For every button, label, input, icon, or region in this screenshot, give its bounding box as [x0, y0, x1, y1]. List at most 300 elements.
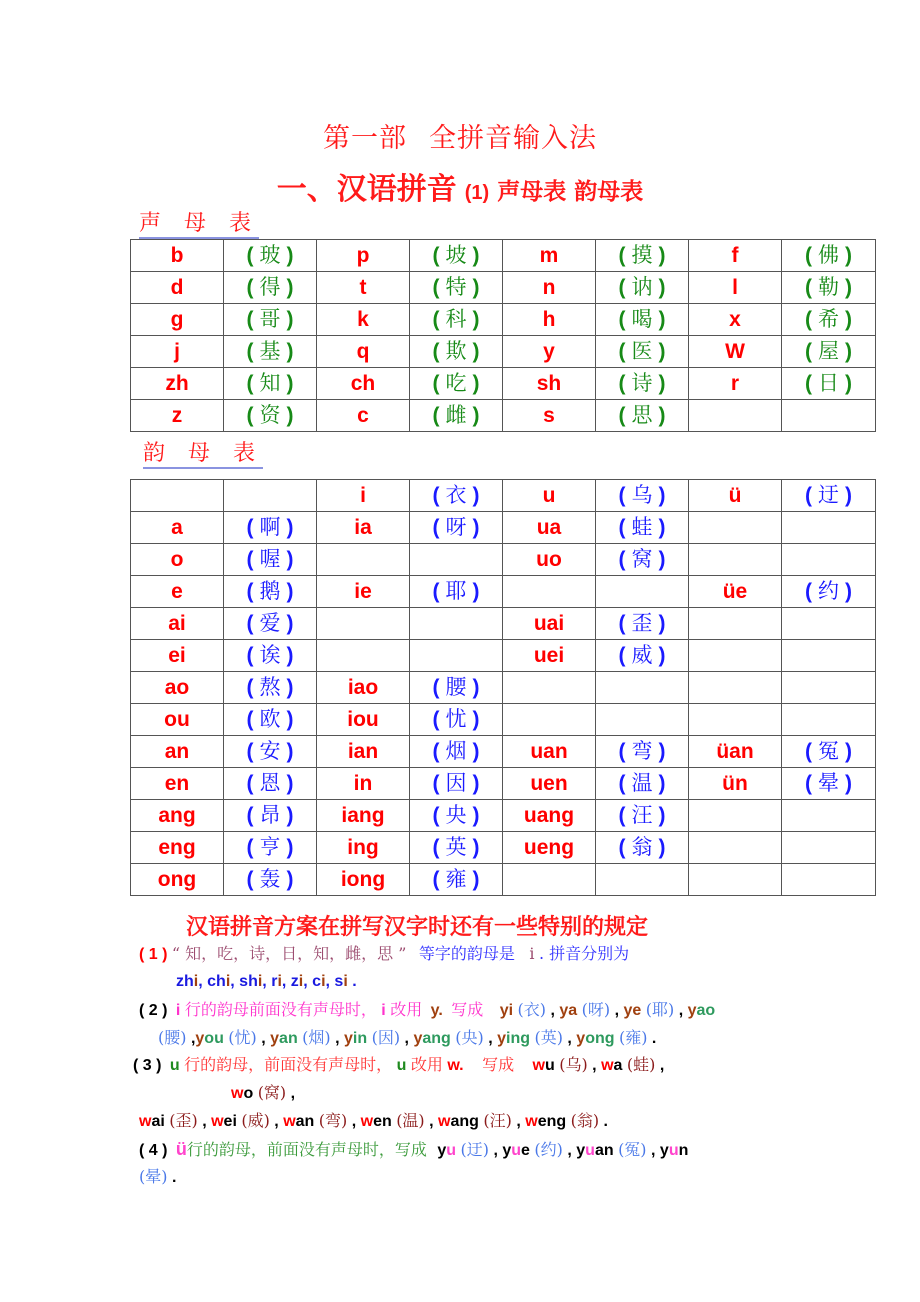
paren: (: [246, 740, 254, 763]
example-char-cell: [782, 576, 876, 608]
paren: ): [472, 308, 480, 331]
char: 乌: [631, 483, 653, 507]
example-char-cell: [410, 768, 503, 800]
char: (乌): [559, 1055, 588, 1074]
rule-4-continued: [139, 1166, 176, 1189]
pinyin-cell: [317, 640, 410, 672]
pinyin-cell: n: [503, 272, 596, 304]
pinyin-cell: iang: [317, 800, 410, 832]
final: ing: [506, 1030, 530, 1047]
char: 喔: [259, 547, 281, 571]
pinyin-cell: [689, 640, 782, 672]
rule-text: 行的韵母，前面没有声母时，写成: [186, 1140, 427, 1159]
title-part: 第一部: [323, 123, 407, 154]
example-char-cell: [782, 672, 876, 704]
table-row: [131, 608, 876, 640]
example-char-cell: [224, 304, 317, 336]
pinyin-cell: f: [689, 240, 782, 272]
example-char: [619, 804, 666, 827]
paren: ): [472, 276, 480, 299]
char: 熬: [259, 675, 281, 699]
char: 冤: [818, 739, 839, 763]
comma: ,: [303, 973, 308, 990]
char: (温): [396, 1111, 425, 1130]
pinyin-cell: uei: [503, 640, 596, 672]
example-char: [247, 676, 294, 699]
example-item: [438, 1113, 512, 1130]
char: 哥: [259, 307, 281, 331]
example-char: [619, 836, 666, 859]
paren: (: [246, 340, 254, 363]
separator: ,: [655, 1057, 665, 1074]
char: 坡: [445, 243, 467, 267]
pinyin-cell: ie: [317, 576, 410, 608]
example-char: [433, 276, 480, 299]
char: (耶): [645, 1000, 675, 1019]
pinyin-cell: ao: [131, 672, 224, 704]
pinyin-cell: [689, 800, 782, 832]
paren: ): [658, 772, 666, 795]
comma: ,: [230, 973, 235, 990]
example-char: [619, 372, 666, 395]
rule-vowel: i: [529, 944, 535, 963]
example-char-cell: [224, 608, 317, 640]
example-char: [247, 372, 294, 395]
example-char-cell: [410, 672, 503, 704]
paren: (: [432, 772, 440, 795]
paren: ): [845, 740, 852, 763]
example-char: [805, 580, 852, 603]
prefix: y: [437, 1142, 447, 1159]
prefix: y: [195, 1030, 205, 1047]
char: (晕): [139, 1167, 168, 1186]
pinyin-cell: üan: [689, 736, 782, 768]
table-row: [131, 336, 876, 368]
example-char-cell: [596, 544, 689, 576]
pinyin-cell: ua: [503, 512, 596, 544]
rule-quote: “ 知，吃，诗，日，知，雌，思 ”: [171, 944, 407, 963]
heading-tables: 声母表 韵母表: [497, 179, 644, 205]
vowel: i: [225, 973, 231, 990]
char: (呀): [581, 1000, 611, 1019]
final: u: [668, 1142, 679, 1159]
paren: (: [432, 404, 440, 427]
paren: ): [472, 836, 480, 859]
paren: (: [432, 804, 440, 827]
paren: (: [432, 580, 440, 603]
example-char-cell: [224, 512, 317, 544]
example-item: [601, 1057, 655, 1074]
char: 雍: [445, 867, 467, 891]
example-item: [195, 1030, 256, 1047]
pinyin-cell: uo: [503, 544, 596, 576]
pinyin-cell: m: [503, 240, 596, 272]
paren: (: [432, 308, 440, 331]
rule-letter: w.: [447, 1057, 464, 1074]
pinyin-cell: t: [317, 272, 410, 304]
example-char-cell: [410, 336, 503, 368]
rule-3: [133, 1054, 664, 1077]
vowel: i: [298, 973, 304, 990]
example-char-cell: [224, 736, 317, 768]
example-char: [805, 276, 852, 299]
example-char: [433, 836, 480, 859]
pinyin-cell: p: [317, 240, 410, 272]
rule-number: ( 4 ): [139, 1142, 168, 1159]
example-char: [619, 612, 666, 635]
section-heading: [0, 164, 920, 208]
char: (窝): [257, 1083, 287, 1102]
separator: .: [167, 1169, 177, 1186]
pinyin-cell: c: [317, 400, 410, 432]
example-char-cell: [596, 672, 689, 704]
final: an: [279, 1030, 298, 1047]
char: 耶: [445, 579, 467, 603]
vowel: i: [277, 973, 282, 990]
example-char-cell: [596, 304, 689, 336]
paren: (: [805, 244, 812, 267]
char: 吃: [445, 371, 467, 395]
pinyin-cell: [503, 704, 596, 736]
example-char-cell: [596, 768, 689, 800]
example-char: [247, 276, 294, 299]
paren: ): [286, 612, 294, 635]
pinyin-cell: ch: [317, 368, 410, 400]
example-char: [247, 740, 294, 763]
prefix: w: [139, 1113, 152, 1130]
example-item: [576, 1142, 646, 1159]
char: (汪): [483, 1111, 512, 1130]
paren: (: [432, 836, 440, 859]
char: 摸: [631, 243, 653, 267]
prefix: y: [413, 1030, 423, 1047]
paren: (: [618, 404, 626, 427]
paren: ): [845, 244, 852, 267]
char: 爱: [259, 611, 281, 635]
separator: ,: [674, 1002, 688, 1019]
pinyin-cell: [689, 608, 782, 640]
char: 衣: [445, 483, 467, 507]
title-part: 全拼音输入法: [429, 123, 597, 154]
paren: (: [432, 676, 440, 699]
example-char: [619, 772, 666, 795]
example-char-cell: [782, 336, 876, 368]
char: 基: [259, 339, 281, 363]
char: (迂): [460, 1140, 490, 1159]
prefix: y: [659, 1142, 669, 1159]
char: 讷: [631, 275, 653, 299]
example-char: [805, 772, 852, 795]
pinyin-cell: W: [689, 336, 782, 368]
pinyin-cell: h: [503, 304, 596, 336]
char: 腰: [445, 675, 467, 699]
example-char: [805, 308, 852, 331]
final: ou: [204, 1030, 224, 1047]
example-char-cell: [782, 704, 876, 736]
char: 昂: [259, 803, 281, 827]
char: (威): [241, 1111, 270, 1130]
paren: ): [472, 868, 480, 891]
pinyin-cell: [689, 672, 782, 704]
prefix: y: [344, 1030, 353, 1047]
heading-number: (1): [464, 182, 490, 204]
char: 窝: [631, 547, 653, 571]
final: an: [295, 1113, 315, 1130]
paren: ): [472, 772, 480, 795]
pinyin-cell: ai: [131, 608, 224, 640]
paren: (: [246, 308, 254, 331]
char: 呀: [445, 515, 467, 539]
paren: ): [286, 804, 294, 827]
char: 诗: [631, 371, 653, 395]
paren: (: [432, 244, 440, 267]
example-char: [805, 740, 852, 763]
separator: ,: [286, 1085, 296, 1102]
char: 亨: [259, 835, 281, 859]
pinyin-cell: x: [689, 304, 782, 336]
paren: ): [286, 708, 294, 731]
pinyin-cell: u: [503, 480, 596, 512]
initial: ch: [207, 973, 226, 990]
pinyin-cell: i: [317, 480, 410, 512]
paren: (: [246, 404, 254, 427]
final: e: [632, 1002, 642, 1019]
example-item: [624, 1002, 675, 1019]
pinyin-cell: [503, 864, 596, 896]
table-row: [131, 672, 876, 704]
pinyin-cell: o: [131, 544, 224, 576]
pinyin-cell: ang: [131, 800, 224, 832]
example-char-cell: [782, 512, 876, 544]
pinyin-cell: ia: [317, 512, 410, 544]
example-char-cell: [596, 640, 689, 672]
example-char: [247, 868, 294, 891]
example-char-cell: [596, 512, 689, 544]
comma: ,: [262, 973, 267, 990]
paren: ): [286, 340, 294, 363]
separator: ,: [330, 1030, 345, 1047]
finals-label: 韵 母 表: [143, 442, 263, 469]
paren: (: [246, 276, 254, 299]
example-char: [619, 644, 666, 667]
char: 英: [445, 835, 467, 859]
pinyin-cell: zh: [131, 368, 224, 400]
example-char: [433, 676, 480, 699]
example-char-cell: [782, 304, 876, 336]
example-char-cell: [224, 368, 317, 400]
pinyin-cell: uai: [503, 608, 596, 640]
example-char-cell: [596, 800, 689, 832]
paren: ): [845, 372, 852, 395]
heading-main: 一、汉语拼音: [276, 172, 457, 207]
table-row: [131, 640, 876, 672]
example-char: [805, 244, 852, 267]
pinyin-cell: in: [317, 768, 410, 800]
paren: ): [658, 308, 666, 331]
prefix: y: [502, 1142, 512, 1159]
example-char-cell: [596, 864, 689, 896]
char: 蛙: [631, 515, 653, 539]
example-char-cell: [410, 304, 503, 336]
final: u: [511, 1142, 522, 1159]
example-char-cell: [410, 368, 503, 400]
paren: ): [286, 404, 294, 427]
paren: ): [472, 404, 480, 427]
pinyin-cell: ian: [317, 736, 410, 768]
example-char-cell: [224, 768, 317, 800]
char: 资: [259, 403, 281, 427]
char: 勒: [818, 275, 839, 299]
pinyin-cell: an: [131, 736, 224, 768]
char: (烟): [302, 1028, 331, 1047]
char: 医: [631, 339, 653, 363]
paren: (: [246, 676, 254, 699]
example-char-cell: [596, 240, 689, 272]
char: (翁): [570, 1111, 600, 1130]
char: 诶: [259, 643, 281, 667]
final: eng: [537, 1113, 567, 1130]
comma: ,: [281, 973, 287, 990]
example-char-cell: [224, 832, 317, 864]
paren: (: [805, 740, 812, 763]
paren: ): [286, 580, 294, 603]
final: en: [373, 1113, 392, 1130]
rule-2: [139, 999, 715, 1022]
example-char: [433, 340, 480, 363]
pinyin-cell: [689, 864, 782, 896]
paren: (: [432, 516, 440, 539]
paren: (: [432, 740, 440, 763]
example-item: [211, 1113, 270, 1130]
paren: (: [618, 276, 626, 299]
paren: ): [286, 836, 294, 859]
example-char: [433, 740, 480, 763]
finals-table: [130, 479, 876, 896]
prefix: w: [283, 1113, 296, 1130]
prefix: w: [231, 1085, 244, 1102]
paren: (: [432, 868, 440, 891]
final: ang: [422, 1030, 451, 1047]
pinyin-cell: [689, 400, 782, 432]
paren: (: [432, 372, 440, 395]
rule-text: 改用: [390, 1000, 423, 1019]
table-row: [131, 704, 876, 736]
example-char: [433, 484, 480, 507]
initial: c: [312, 973, 322, 990]
paren: ): [658, 836, 666, 859]
paren: ): [845, 580, 852, 603]
example-char: [619, 276, 666, 299]
example-char: [247, 404, 294, 427]
paren: (: [805, 580, 812, 603]
final: an: [594, 1142, 614, 1159]
char: 特: [445, 275, 467, 299]
paren: (: [618, 740, 626, 763]
pinyin-cell: e: [131, 576, 224, 608]
final: n: [678, 1142, 689, 1159]
pinyin-cell: iou: [317, 704, 410, 736]
char: (约): [534, 1140, 563, 1159]
separator: ,: [483, 1030, 498, 1047]
rules-title: 汉语拼音方案在拼写汉字时还有一些特别的规定: [186, 915, 649, 940]
final: in: [352, 1030, 368, 1047]
char: 日: [818, 371, 839, 395]
example-char-cell: [596, 368, 689, 400]
table-row: [131, 480, 876, 512]
example-char-cell: [224, 480, 317, 512]
separator: ,: [587, 1057, 602, 1074]
paren: ): [658, 484, 666, 507]
table-row: [131, 304, 876, 336]
example-item: [559, 1002, 610, 1019]
final: u: [446, 1142, 457, 1159]
paren: (: [805, 772, 812, 795]
initial: zh: [176, 973, 194, 990]
example-char-cell: [410, 576, 503, 608]
separator: ,: [347, 1113, 361, 1130]
example-char-cell: [224, 800, 317, 832]
pinyin-cell: [131, 480, 224, 512]
paren: ): [845, 308, 852, 331]
pinyin-cell: k: [317, 304, 410, 336]
paren: (: [805, 484, 812, 507]
comma: .: [347, 973, 357, 990]
paren: (: [246, 612, 254, 635]
prefix: y: [499, 1002, 509, 1019]
separator: .: [599, 1113, 608, 1130]
example-item: [497, 1030, 563, 1047]
pinyin-cell: [503, 576, 596, 608]
example-char-cell: [782, 240, 876, 272]
final: ang: [450, 1113, 479, 1130]
paren: (: [432, 276, 440, 299]
pinyin-cell: q: [317, 336, 410, 368]
paren: (: [246, 372, 254, 395]
table-row: [131, 544, 876, 576]
initials-table: [130, 239, 876, 432]
paren: (: [246, 804, 254, 827]
paren: (: [805, 308, 812, 331]
paren: ): [286, 868, 294, 891]
char: 欧: [259, 707, 281, 731]
pinyin-cell: iao: [317, 672, 410, 704]
paren: ): [472, 516, 480, 539]
rule-number: ( 2 ): [139, 1002, 168, 1019]
example-char-cell: [410, 480, 503, 512]
char: 思: [631, 403, 653, 427]
example-char-cell: [410, 704, 503, 736]
example-item: [344, 1030, 400, 1047]
example-char-cell: [596, 336, 689, 368]
paren: ): [472, 484, 480, 507]
page-title: [0, 116, 920, 155]
final: ong: [585, 1030, 615, 1047]
example-char: [433, 804, 480, 827]
rule-number: ( 1 ): [139, 946, 168, 963]
paren: ): [472, 708, 480, 731]
pinyin-cell: z: [131, 400, 224, 432]
table-row: [131, 800, 876, 832]
paren: ): [658, 340, 666, 363]
table-row: [131, 736, 876, 768]
char: (英): [534, 1028, 563, 1047]
rule-text: 写成: [482, 1055, 515, 1074]
paren: ): [845, 484, 852, 507]
paren: ): [658, 404, 666, 427]
char: 欺: [445, 339, 467, 363]
example-char-cell: [224, 576, 317, 608]
char: 科: [445, 307, 467, 331]
